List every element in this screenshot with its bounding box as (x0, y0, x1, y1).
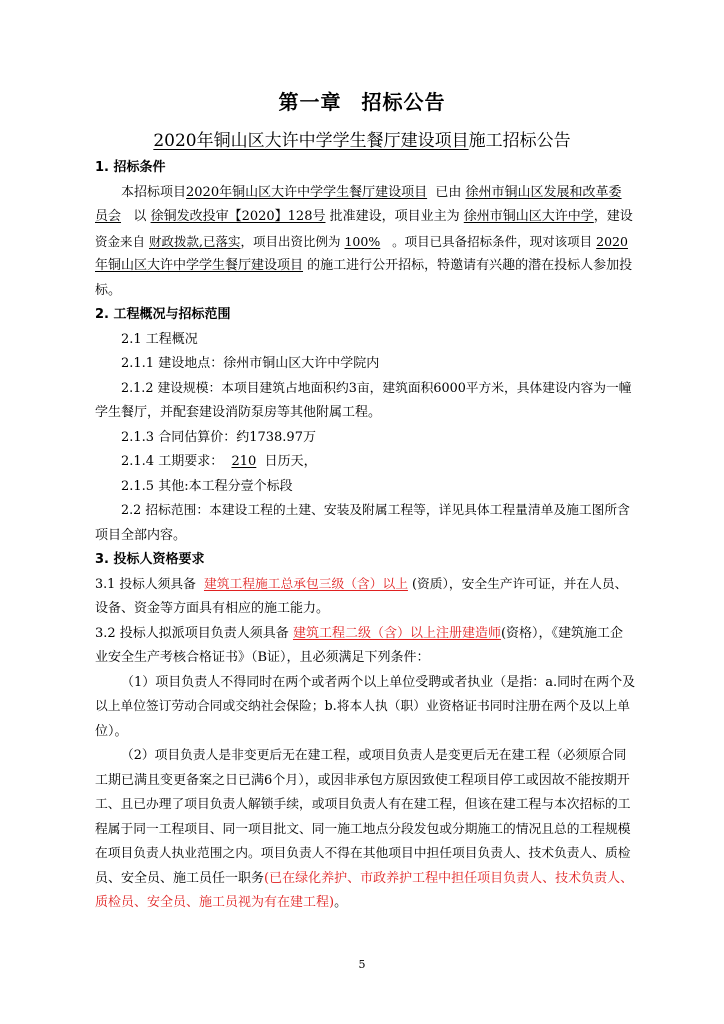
text-line: （1）项目负责人不得同时在两个或者两个以上单位受聘或者执业（是指：a.同时在两个及 (121, 674, 636, 690)
text-line: 在项目负责人执业范围之内。项目负责人不得在其他项目中担任项目负责人、技术负责人、质检 (95, 846, 631, 861)
text-line: 2.1.2 建设规模：本项目建筑占地面积约3亩，建筑面积6000平方米，具体建设内容为一幢 (121, 380, 632, 396)
announcement-title: 2020年铜山区大许中学学生餐厅建设项目施工招标公告 (153, 131, 571, 151)
section-heading: 2. 工程概况与招标范围 (95, 307, 231, 322)
text-line: 程属于同一工程项目、同一项目批文、同一施工地点分段发包或分期施工的情况且总的工程规模 (95, 821, 631, 837)
text-line: 2.1.5 其他:本工程分壹个标段 (121, 478, 293, 494)
text-line: 资金来自 财政拨款,已落实，项目出资比例为 100% 。项目已具备招标条件，现对该项目 2020 (95, 233, 628, 249)
section-1 (95, 156, 635, 303)
section-heading: 3. 投标人资格要求 (95, 552, 205, 567)
text-line: 3.2 投标人拟派项目负责人须具备 建筑工程二级（含）以上注册建造师(资格），《建筑施工企 (95, 625, 624, 641)
text-line: 工期已满且变更备案之日已满6个月），或因非承包方原因致使工程项目停工或因故不能按期开 (95, 772, 630, 788)
text-line: 员、安全员、施工员任一职务(已在绿化养护、市政养护工程中担任项目负责人、技术负责人、 (95, 870, 634, 886)
text-line: 2.1 工程概况 (121, 331, 198, 347)
text-line: 工、且已办理了项目负责人解锁手续，或项目负责人有在建工程，但该在建工程与本次招标的工 (95, 797, 631, 812)
text-line: 标。 (95, 282, 122, 298)
text-line: 2.1.3 合同估算价：约1738.97万 (121, 429, 316, 445)
text-line: 2.1.4 工期要求： 210 日历天， (121, 454, 317, 469)
text-line: 项目全部内容。 (95, 527, 187, 543)
section-3 (95, 548, 635, 916)
section-2 (95, 303, 635, 548)
text-line: 2.1.1 建设地点：徐州市铜山区大许中学院内 (121, 356, 380, 371)
text-line: 以上单位签订劳动合同或交纳社会保险；b.将本人执（职）业资格证书同时注册在两个及以上单 (95, 699, 630, 714)
text-line: 本招标项目2020年铜山区大许中学学生餐厅建设项目 已由 徐州市铜山区发展和改革委 (121, 184, 622, 200)
text-line: 质检员、安全员、施工员视为有在建工程)。 (95, 895, 348, 910)
qualification-requirement: 建筑工程施工总承包三级（含）以上 (203, 576, 408, 592)
text-line: 设备、资金等方面具有相应的施工能力。 (95, 601, 330, 616)
manager-qualification: 建筑工程二级（含）以上注册建造师 (292, 625, 501, 641)
note-red: 质检员、安全员、施工员视为有在建工程) (95, 895, 335, 910)
text-line: 员会 以 徐铜发改投审【2020】128号 批准建设，项目业主为 徐州市铜山区大许中学，建设 (95, 209, 633, 224)
chapter-title (0, 86, 724, 115)
text-line: 位）。 (95, 723, 128, 739)
section-heading: 1. 招标条件 (95, 160, 166, 175)
chapter-number: 第一章 (278, 90, 342, 114)
chapter-name: 招标公告 (361, 90, 446, 114)
note-red: (已在绿化养护、市政养护工程中担任项目负责人、技术负责人、 (264, 870, 634, 886)
duration-value: 210 (231, 454, 257, 469)
text-line: 2.2 招标范围：本建设工程的土建、安装及附属工程等，详见具体工程量清单及施工图所含 (121, 503, 630, 518)
text-line: 业安全生产考核合格证书》（B证），且必须满足下列条件： (95, 650, 430, 665)
text-line: 年铜山区大许中学学生餐厅建设项目 的施工进行公开招标，特邀请有兴趣的潜在投标人参加投 (95, 258, 633, 273)
text-line: （2）项目负责人是非变更后无在建工程，或项目负责人是变更后无在建工程（必须原合同 (121, 748, 627, 763)
text-line: 3.1 投标人须具备 建筑工程施工总承包三级（含）以上 (资质），安全生产许可证，并在人员、 (95, 576, 628, 592)
text-line: 学生餐厅，并配套建设消防泵房等其他附属工程。 (95, 405, 382, 420)
project-name: 2020年铜山区大许中学学生餐厅建设项目 (153, 131, 469, 151)
page-number: 5 (358, 958, 366, 971)
